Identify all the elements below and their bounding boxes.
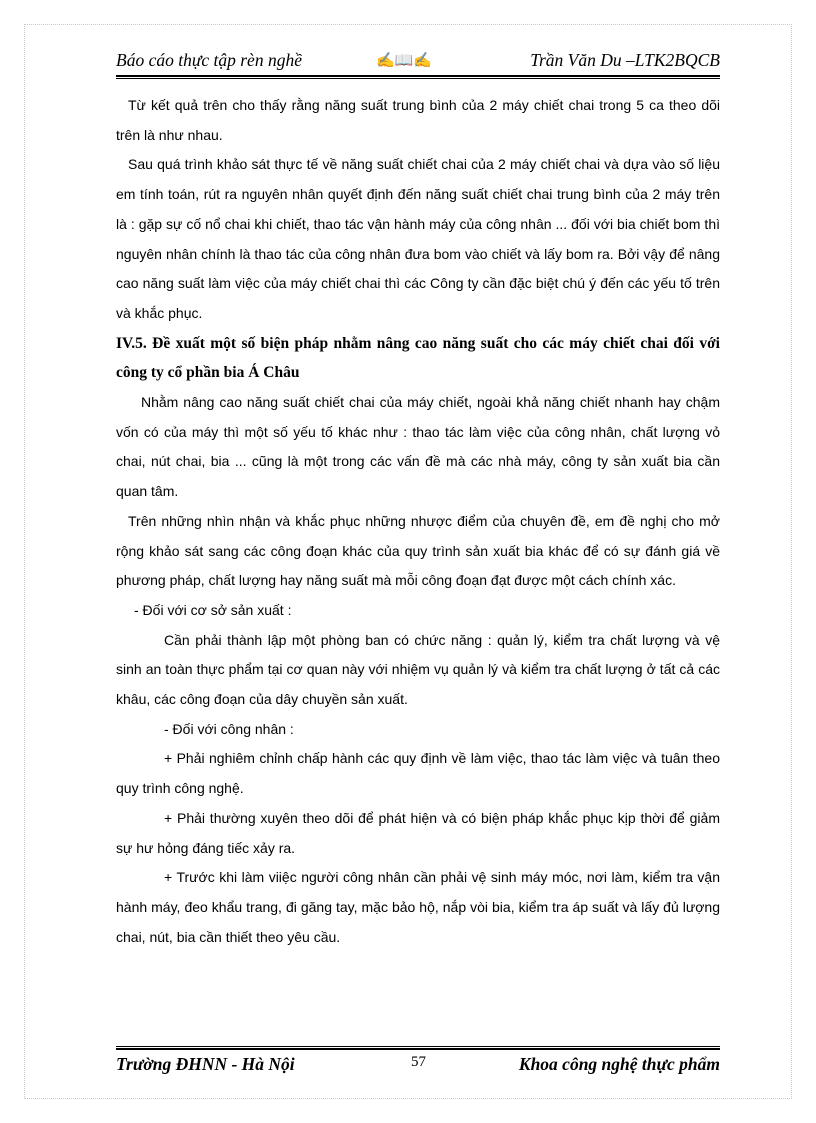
paragraph-conclusion: Từ kết quả trên cho thấy rằng năng suất trung bình của 2 máy chiết chai trong 5 ca theo dõi trên là như nhau.: [116, 97, 720, 143]
header-report-title: Báo cáo thực tập rèn nghề: [116, 50, 302, 70]
paragraph-facility-measures: Cần phải thành lập một phòng ban có chức năng : quản lý, kiểm tra chất lượng và vệ sinh an toàn thực phẩm tại cơ quan này với nhiệm vụ quản lý và kiểm tra chất lượng ở tất cả các khâu, các công đoạn của dây chuyền sản xuất.: [116, 631, 720, 708]
section-heading: IV.5. Đề xuất một số biện pháp nhằm nâng cao năng suất cho các máy chiết chai đối với công ty cổ phần bia Á Châu: [116, 334, 720, 382]
footer-rule: [116, 1046, 720, 1050]
header-rule: [116, 75, 720, 79]
footer-university: Trường ĐHNN - Hà Nội: [116, 1054, 295, 1074]
list-item-preparation: + Trước khi làm viiệc người công nhân cần phải vệ sinh máy móc, nơi làm, kiểm tra vận hành máy, đeo khẩu trang, đi găng tay, mặc bảo hộ, nắp vòi bia, kiểm tra áp suất và lấy đủ lượng chai, nút, bia cần thiết theo yêu cầu.: [116, 869, 720, 945]
page-number: 57: [411, 1054, 426, 1070]
list-item-monitoring: + Phải thường xuyên theo dõi để phát hiện và có biện pháp khắc phục kịp thời để giảm sự hư hỏng đáng tiếc xảy ra.: [116, 809, 720, 856]
document-body: [116, 91, 720, 952]
paragraph-improvement-intro: Nhằm nâng cao năng suất chiết chai của máy chiết, ngoài khả năng chiết nhanh hay chậm vốn có của máy thì một số yếu tố khác như : thao tác làm việc của công nhân, chất lượng vỏ chai, nút chai, bia ... cũng là một trong các vấn đề mà các nhà máy, công ty sản xuất bia cần quan tâm.: [116, 394, 720, 500]
header-author: Trần Văn Du –LTK2BQCB: [530, 50, 720, 70]
page-footer: [116, 1054, 720, 1078]
paragraph-survey-summary: Sau quá trình khảo sát thực tế về năng suất chiết chai của 2 máy chiết chai và dựa vào số liệu em tính toán, rút ra nguyên nhân quyết định đến năng suất chiết chai trung bình của 2 máy trên là : gặp sự cố nổ chai khi chiết, thao tác vận hành máy của công nhân ... đối với bia chiết bom thì nguyên nhân chính là thao tác của công nhân đưa bom vào chiết và lấy bom ra. Bởi vậy để nâng cao năng suất làm việc của máy chiết chai thì các Công ty cần đặc biệt chú ý đến các yếu tố trên và khắc phục.: [116, 156, 720, 321]
list-item-compliance: + Phải nghiêm chỉnh chấp hành các quy định về làm việc, thao tác làm việc và tuân theo quy trình công nghệ.: [116, 750, 720, 797]
paragraph-proposal: Trên những nhìn nhận và khắc phục những nhược điểm của chuyên đề, em đề nghị cho mở rộng khảo sát sang các công đoạn khác của quy trình sản xuất bia khác để có sự đánh giá về phương pháp, chất lượng hay năng suất mà mỗi công đoạn đạt được một cách chính xác.: [116, 512, 720, 589]
list-heading-workers: - Đối với công nhân :: [164, 720, 294, 737]
list-heading-facility: - Đối với cơ sở sản xuất :: [134, 601, 292, 618]
header-book-pen-icon: ✍📖✍: [376, 53, 433, 69]
page-header: [116, 50, 720, 74]
footer-faculty: Khoa công nghệ thực phẩm: [518, 1054, 720, 1074]
